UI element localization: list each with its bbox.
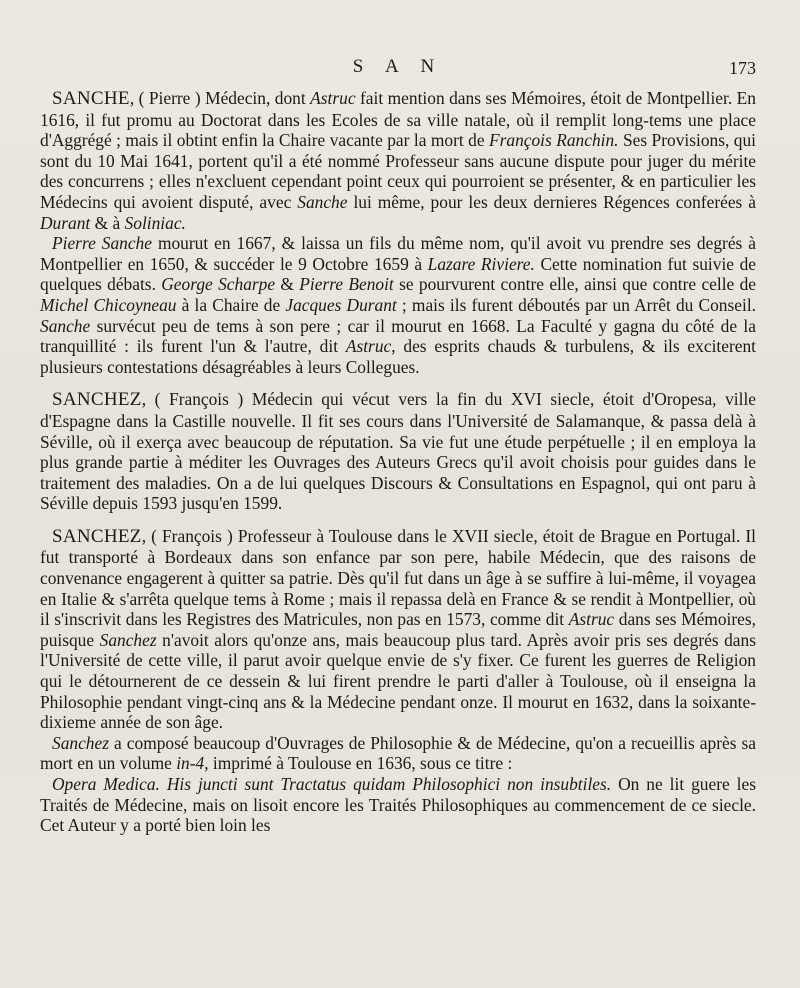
text-run: fait mention dans ses Mémoires, étoit de Montpellier. En 1616, il fut promu au Doctorat dans les Ecoles de sa ville natale, où il remplit long-tems une place d'Aggrégé ; mais il obtint enfin la Chaire vacante par la mort de bbox=[40, 88, 756, 151]
dictionary-entry bbox=[40, 526, 756, 836]
entry-paragraph bbox=[40, 526, 756, 733]
text-run: n'avoit alors qu'onze ans, mais beaucoup plus tard. Après avoir pris ses degrés dans l'Université de cette ville, il parut avoir quelque envie de s'y fixer. Ce furent les guerres de Religion qui le détournerent de ce dessein & lui firent prendre le parti d'aller à Toulouse, où il enseigna la Philosophie pendant vingt-cinq ans & la Médecine pendant onze. Il mourut en 1632, dans la soixante-dixieme année de son âge. bbox=[40, 629, 756, 733]
italic-text: Pierre Benoit bbox=[299, 274, 394, 295]
text-run: & bbox=[275, 274, 300, 295]
text-run: , ( François ) Médecin qui vécut vers la fin du XVI siecle, étoit d'Oropesa, ville d'Espagne dans la Castille nouvelle. Il fit ses cours dans l'Université de Salamanque, & passa delà à Séville, où il exerça avec beaucoup de réputation. Sa vie fut une étude perpétuelle ; il en employa la plus grande partie à méditer les Ouvrages des Auteurs Grecs qu'il avoit choisis pour guides dans le traitement des maladies. On a de lui quelques Discours & Consultations en Espagnol, qui ont paru à Séville depuis 1593 jusqu'en 1599. bbox=[40, 389, 756, 514]
text-run: , ( Pierre ) Médecin, dont bbox=[129, 88, 311, 108]
text-run: a composé beaucoup d'Ouvrages de Philosophie & de Médecine, qu'on a recueillis après sa mort en un volume bbox=[40, 732, 756, 774]
entry-headword: SANCHEZ bbox=[52, 525, 142, 547]
page-header bbox=[40, 56, 756, 88]
text-run: , des esprits chauds & turbulens, & ils exciterent plusieurs contestations désagréables à leurs Collegues. bbox=[40, 336, 756, 377]
italic-text: Durant bbox=[40, 212, 91, 233]
text-run: ; mais ils furent déboutés par un Arrêt du Conseil. bbox=[396, 294, 756, 315]
text-run: On ne lit guere les Traités de Médecine, mais on lisoit encore les Traités Philosophiques au commencement de ce siecle. Cet Auteur y a porté bien loin les bbox=[40, 774, 756, 836]
continuation-paragraph bbox=[40, 233, 756, 377]
italic-text: Astruc bbox=[310, 88, 356, 108]
italic-text: Lazare Riviere. bbox=[427, 253, 535, 274]
text-run: se pourvurent contre elle, ainsi que contre celle de bbox=[393, 274, 757, 295]
text-run: , ( François ) Professeur à Toulouse dans le XVII siecle, étoit de Brague en Portugal. Il fut transporté à Bordeaux dans son enfance par son pere, habile Médecin, que des raisons de convenance engagerent à quitter sa patrie. Dès qu'il fut dans un âge à se suffire à lui-même, il voyagea en Italie & s'arrêta quelque tems à Rome ; mais il repassa delà en France & se rendit à Montpellier, où il s'inscrivit dans les Registres des Matricules, non pas en 1573, comme dit bbox=[40, 525, 756, 630]
page-number: 173 bbox=[729, 58, 756, 78]
continuation-paragraph bbox=[40, 733, 756, 774]
entry-headword: SANCHE bbox=[52, 88, 130, 109]
text-run: dans ses Mémoires, puisque bbox=[40, 609, 756, 650]
italic-text: Sanchez bbox=[99, 629, 157, 650]
italic-text: François Ranchin. bbox=[488, 130, 619, 151]
page-body bbox=[40, 88, 756, 836]
italic-text: Sanchez bbox=[52, 732, 109, 753]
italic-text: Astruc bbox=[568, 609, 615, 630]
entry-paragraph bbox=[40, 389, 756, 514]
italic-text: Sanche bbox=[40, 315, 91, 336]
italic-text: Astruc bbox=[345, 336, 392, 357]
entry-paragraph bbox=[40, 88, 756, 233]
text-run: lui même, pour les deux dernieres Régences conferées à bbox=[347, 191, 756, 212]
continuation-paragraph bbox=[40, 774, 756, 836]
italic-text: Jacques Durant bbox=[285, 294, 397, 315]
italic-text: Soliniac. bbox=[124, 212, 186, 233]
text-run: Cette nomination fut suivie de quelques débats. bbox=[40, 253, 757, 295]
text-run: & à bbox=[90, 212, 125, 233]
italic-text: Opera Medica. His juncti sunt Tractatus quidam Philosophici non insubtiles. bbox=[52, 774, 612, 794]
text-run: survécut peu de tems à son pere ; car il mourut en 1668. La Faculté y gagna du côté de la tranquillité : ils furent l'un & l'autre, dit bbox=[40, 315, 756, 357]
text-run: , imprimé à Toulouse en 1636, sous ce titre : bbox=[204, 753, 513, 774]
running-head: S A N bbox=[352, 56, 444, 77]
text-run: Ses Provisions, qui sont du 10 Mai 1641, portent qu'il a été nommé Professeur sans aucune dispute pour juger du mérite des concurrens ; elles n'excluent cependant point ceux qui pourroient se présenter, & en particulier les Médecins qui avoient disputé, avec bbox=[40, 130, 756, 212]
dictionary-entry bbox=[40, 88, 756, 377]
italic-text: Sanche bbox=[297, 191, 348, 212]
text-run: mourut en 1667, & laissa un fils du même nom, qu'il avoit vu prendre ses degrés à Montpellier en 1650, & succéder le 9 Octobre 1659 à bbox=[40, 233, 756, 274]
italic-text: George Scharpe bbox=[161, 274, 276, 295]
italic-text: Michel Chicoyneau bbox=[40, 294, 177, 315]
entry-headword: SANCHEZ bbox=[52, 389, 142, 411]
italic-text: in-4 bbox=[176, 753, 205, 774]
italic-text: Pierre Sanche bbox=[52, 233, 152, 254]
text-run: à la Chaire de bbox=[176, 294, 286, 315]
dictionary-entry bbox=[40, 389, 756, 514]
